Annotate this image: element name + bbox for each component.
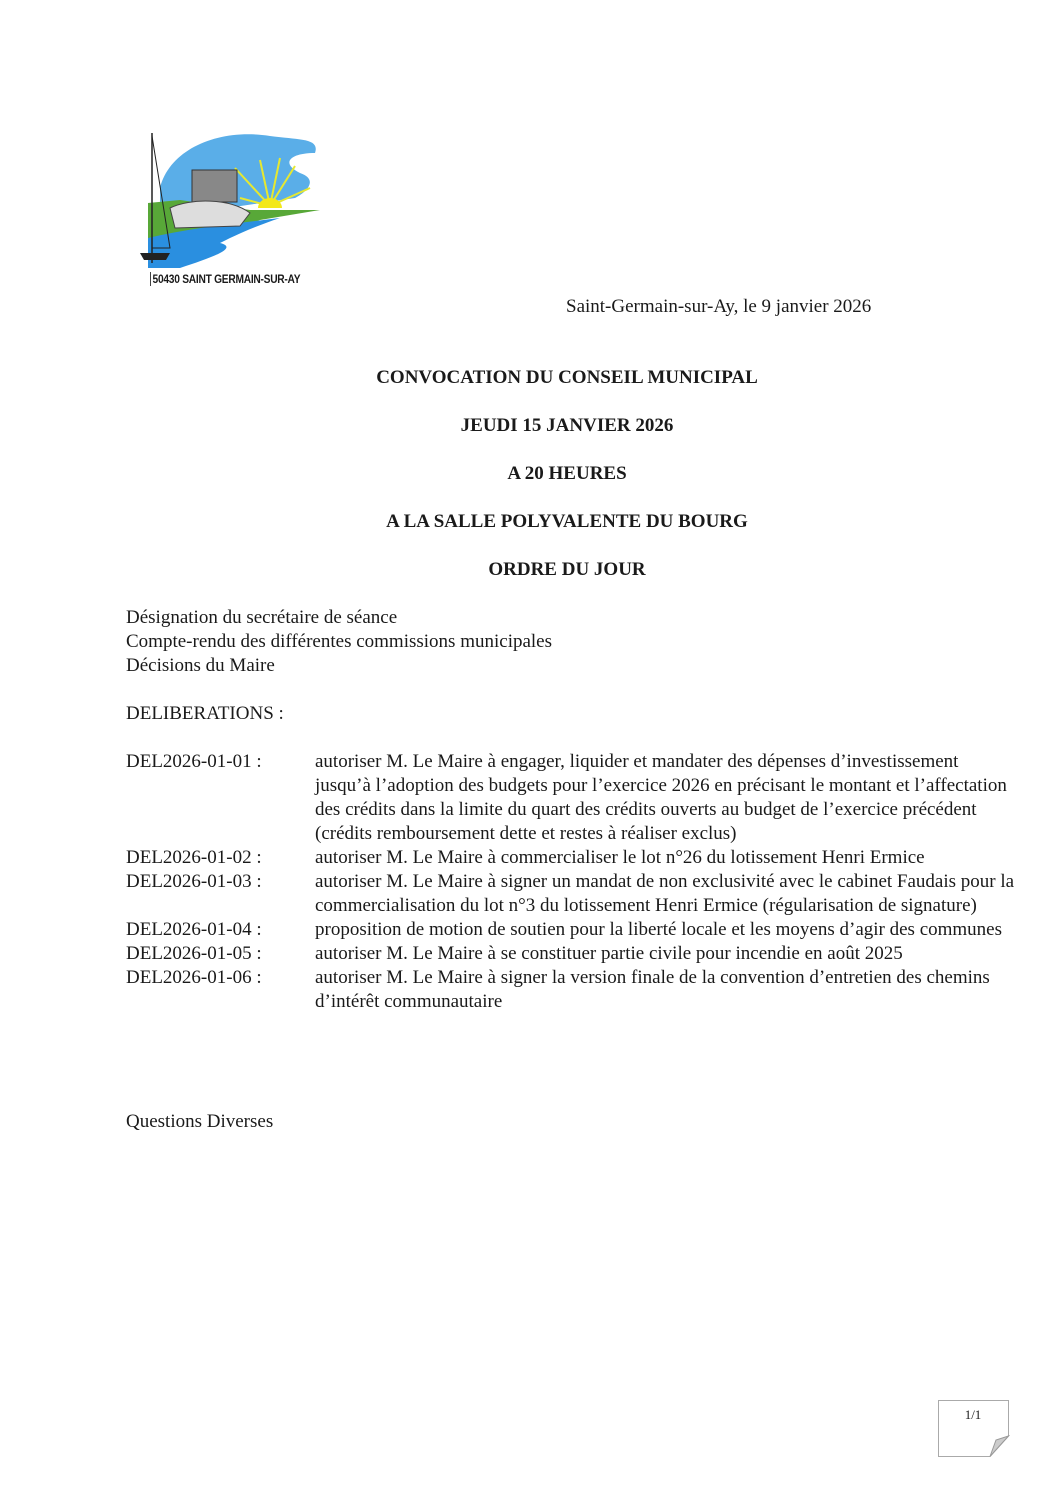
deliberation-text: autoriser M. Le Maire à commercialiser le lot n°26 du lotissement Henri Ermice (315, 847, 925, 868)
deliberation-item (126, 846, 1015, 870)
deliberation-text: proposition de motion de soutien pour la liberté locale et les moyens d’agir des communes (315, 919, 1003, 940)
logo-caption: 50430 SAINT GERMAIN-SUR-AY (150, 272, 300, 286)
deliberation-text: autoriser M. Le Maire à se constituer partie civile pour incendie en août 2025 (315, 943, 903, 964)
logo-image (130, 128, 330, 273)
municipal-logo (130, 128, 330, 293)
deliberation-code: DEL2026-01-05 : (126, 943, 262, 964)
title-convocation: CONVOCATION DU CONSEIL MUNICIPAL (376, 367, 758, 388)
agenda-item: Désignation du secrétaire de séance (126, 607, 398, 628)
meeting-location: A LA SALLE POLYVALENTE DU BOURG (386, 511, 748, 532)
meeting-time: A 20 HEURES (507, 463, 627, 484)
deliberation-code: DEL2026-01-06 : (126, 967, 262, 988)
deliberation-code: DEL2026-01-01 : (126, 751, 262, 772)
deliberation-code: DEL2026-01-02 : (126, 847, 262, 868)
deliberations-list (126, 750, 1015, 1014)
page-number: 1/1 (964, 1407, 982, 1422)
deliberation-code: DEL2026-01-04 : (126, 919, 262, 940)
agenda-item: Décisions du Maire (126, 655, 275, 676)
questions-diverses: Questions Diverses (126, 1111, 274, 1132)
page-number-box (938, 1400, 1008, 1455)
agenda-list (126, 606, 552, 678)
deliberation-item (126, 750, 1015, 846)
date-line: Saint-Germain-sur-Ay, le 9 janvier 2026 (566, 296, 872, 317)
deliberation-item (126, 918, 1015, 942)
agenda-title: ORDRE DU JOUR (488, 559, 646, 580)
deliberation-item (126, 966, 1015, 1014)
agenda-item: Compte-rendu des différentes commissions municipales (126, 631, 553, 652)
deliberation-code: DEL2026-01-03 : (126, 871, 262, 892)
deliberation-text: autoriser M. Le Maire à signer un mandat de non exclusivité avec le cabinet Faudais pour la commercialisation du lot n°3 du lotissement Henri Ermice (régularisation de signature) (315, 871, 1015, 916)
deliberations-title: DELIBERATIONS : (126, 703, 284, 724)
deliberation-text: autoriser M. Le Maire à engager, liquider et mandater des dépenses d’investissement jusqu’à l’adoption des budgets pour l’exercice 2026 en précisant le montant et l’affectation des crédits dans la limite du quart des crédits ouverts au budget de l’exercice précédent (crédits remboursement dette et restes à réaliser exclus) (315, 751, 1007, 844)
meeting-date: JEUDI 15 JANVIER 2026 (460, 415, 674, 436)
deliberation-item (126, 942, 1015, 966)
deliberation-item (126, 870, 1015, 918)
deliberation-text: autoriser M. Le Maire à signer la version finale de la convention d’entretien des chemins d’intérêt communautaire (315, 967, 990, 1012)
